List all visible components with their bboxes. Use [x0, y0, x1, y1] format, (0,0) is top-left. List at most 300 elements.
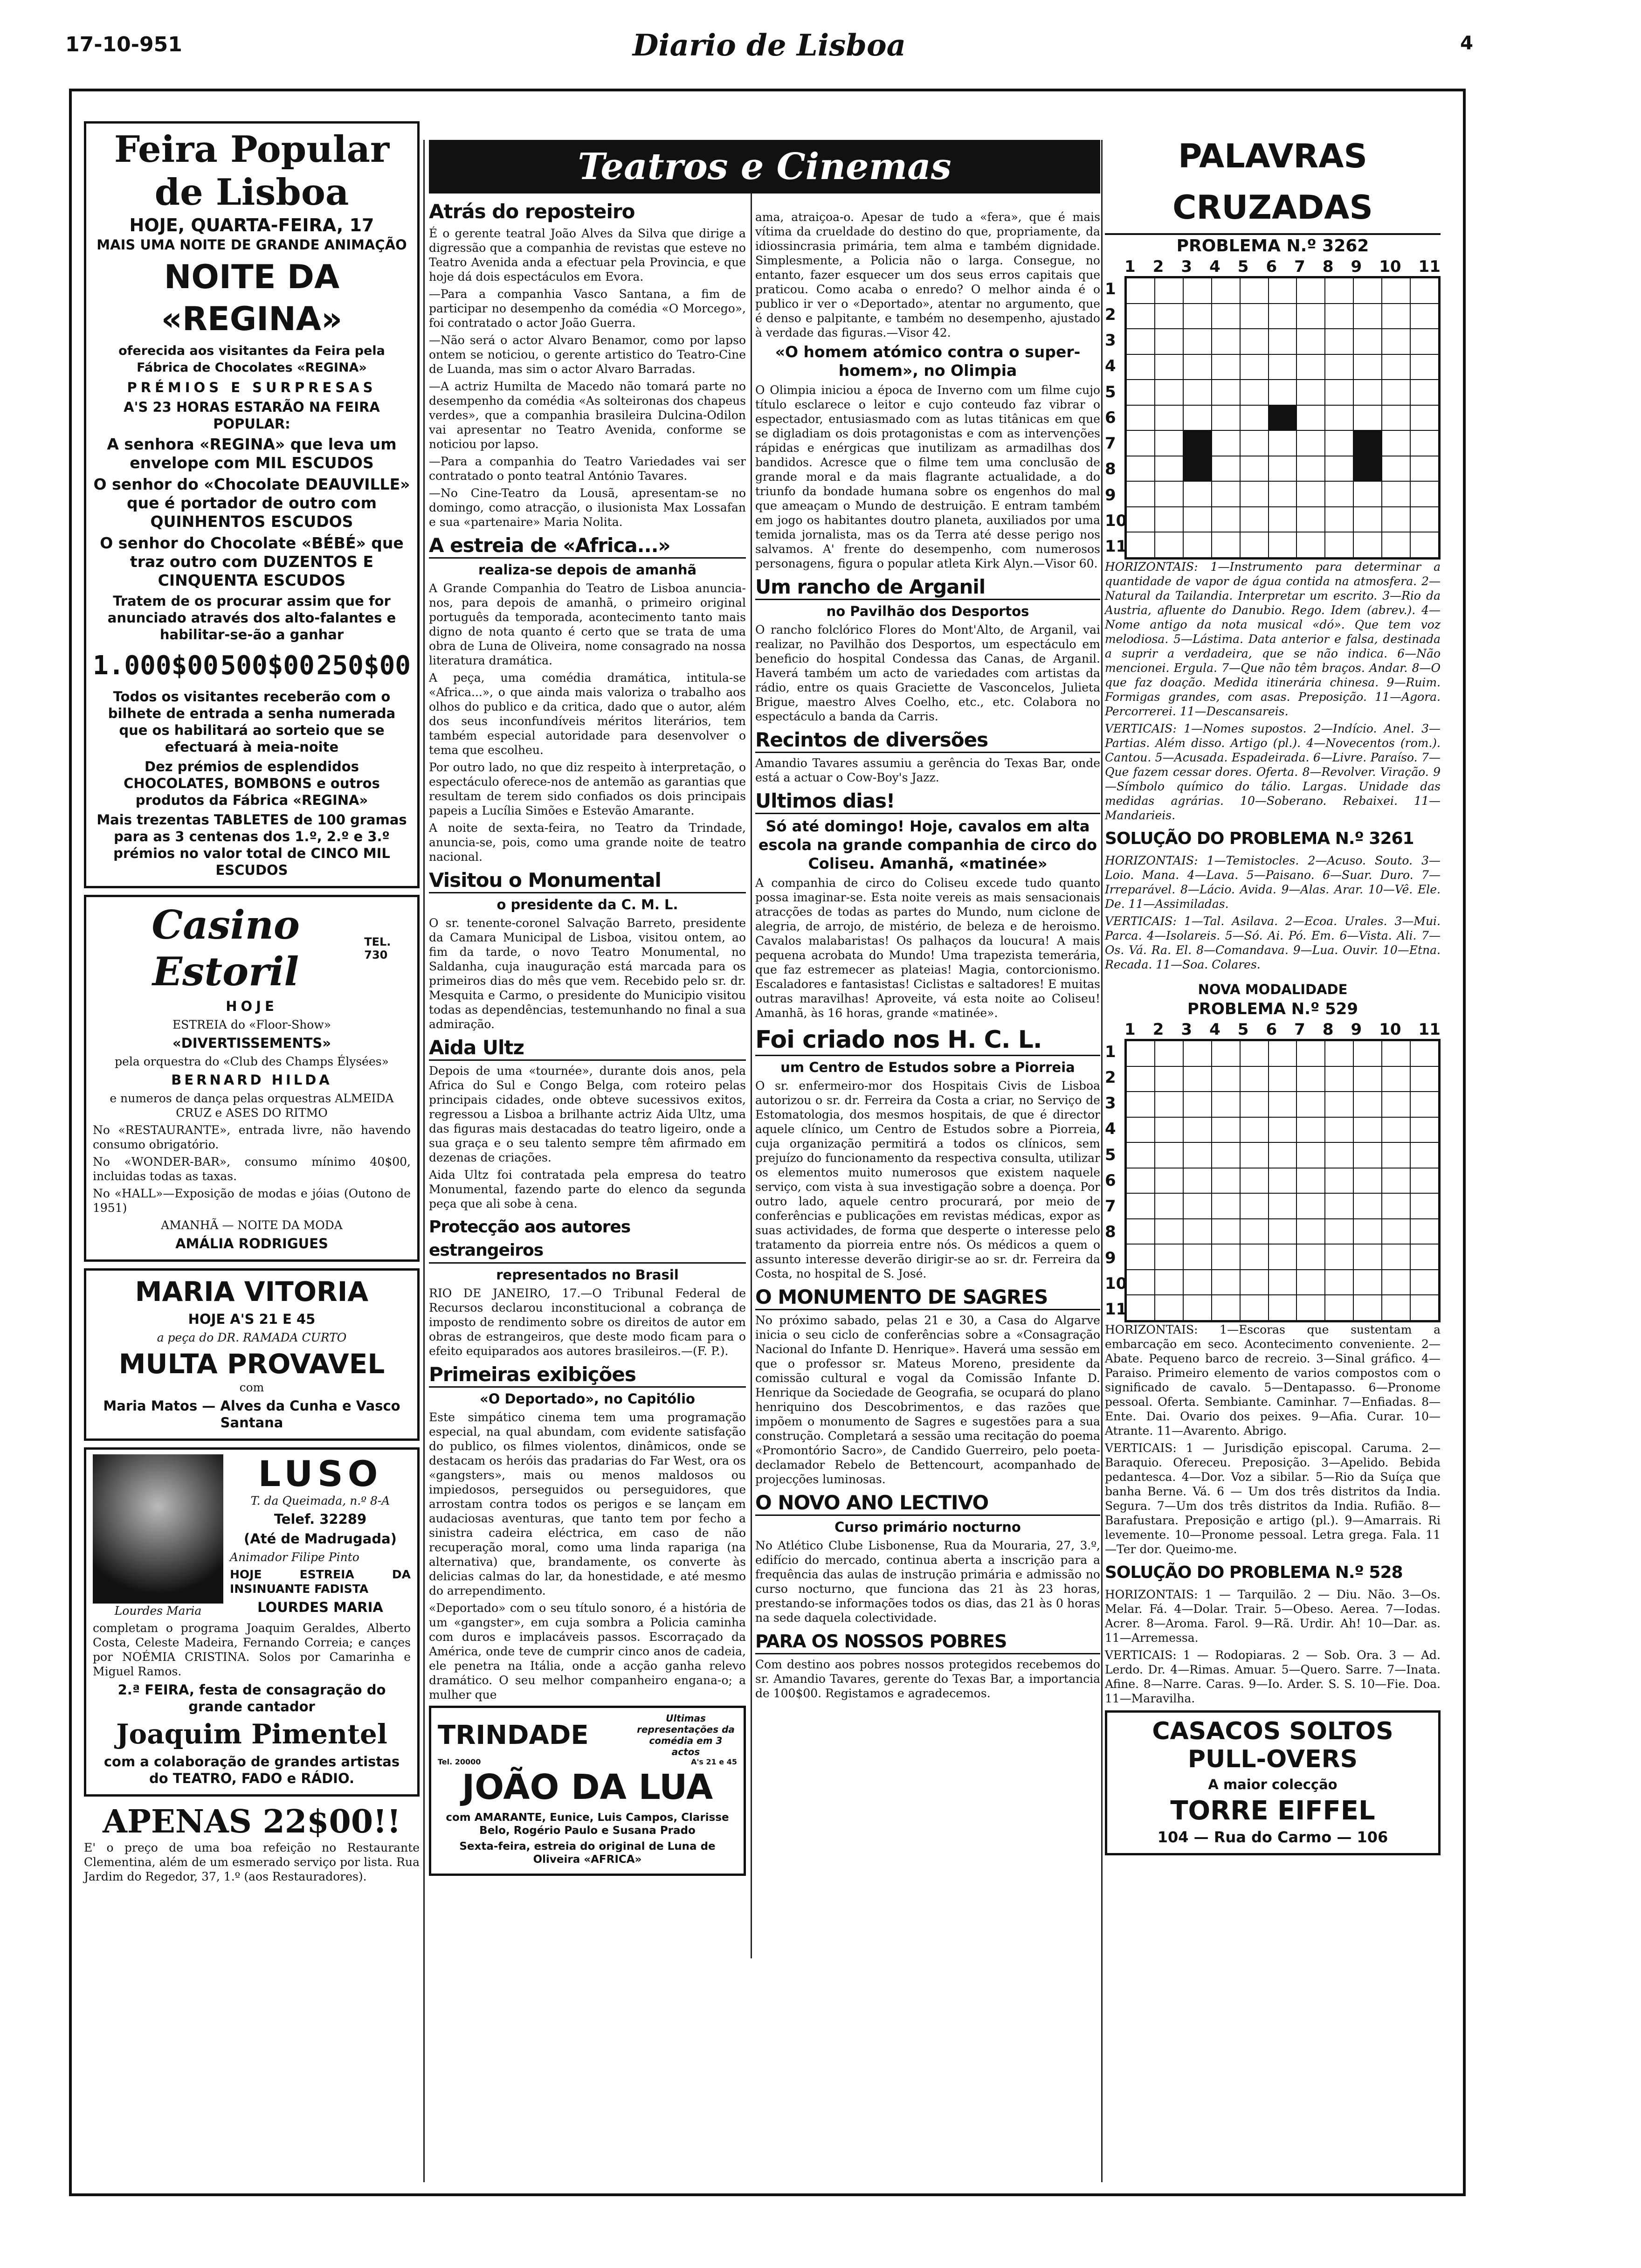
grid-cell — [1410, 481, 1439, 507]
grid-cell — [1382, 1295, 1410, 1321]
grid-cell — [1183, 1092, 1212, 1117]
grid-cell — [1410, 304, 1439, 329]
feira-title: Feira Popular de Lisboa — [114, 128, 390, 214]
luso-l7: com a colaboração de grandes artistas do TEATRO, FADO e RÁDIO. — [103, 1754, 400, 1786]
luso-l3: HOJE ESTREIA DA INSINUANTE FADISTA — [230, 1568, 411, 1596]
grid-cell — [1410, 1041, 1439, 1066]
grid-cell — [1269, 1117, 1297, 1143]
grid-cell — [1325, 1244, 1353, 1270]
column-3 — [755, 93, 1100, 1703]
grid-cell — [1155, 304, 1183, 329]
lourdes-photo — [93, 1454, 223, 1604]
grid-cell — [1296, 430, 1325, 456]
grid-cell — [1353, 1219, 1382, 1245]
grid-cell — [1212, 1295, 1240, 1321]
article-text: Aida Ultz foi contratada pela empresa do teatro Monumental, fazendo parte do elenco da segunda peça que ali sobe à cena. — [429, 1168, 746, 1210]
trindade-play: JOÃO DA LUA — [462, 1767, 713, 1807]
grid-cell — [1325, 380, 1353, 405]
estoril-l1: ESTREIA do «Floor-Show» — [172, 1018, 331, 1031]
grid-cell — [1126, 1142, 1155, 1168]
grid-cell — [1296, 1117, 1325, 1143]
grid-cell — [1410, 1193, 1439, 1219]
grid-cell — [1126, 430, 1155, 456]
grid-cell — [1212, 1193, 1240, 1219]
grid-cell — [1183, 380, 1212, 405]
article-subhead: realiza-se depois de amanhã — [478, 562, 697, 578]
grid-cell — [1382, 1244, 1410, 1270]
grid-cell — [1382, 1142, 1410, 1168]
grid-cell — [1155, 430, 1183, 456]
column-rule — [423, 140, 425, 2182]
grid-cell — [1269, 304, 1297, 329]
grid-cell — [1212, 1270, 1240, 1295]
grid-cell — [1353, 481, 1382, 507]
maria-cast: Maria Matos — Alves da Cunha e Vasco Santana — [103, 1398, 400, 1431]
feira-text-3: O senhor do Chocolate «BÉBÉ» que traz outro com DUZENTOS E CINQUENTA ESCUDOS — [100, 534, 404, 589]
estoril-l10: AMÁLIA RODRIGUES — [175, 1236, 328, 1252]
grid-cell — [1382, 481, 1410, 507]
grid-cell — [1240, 1193, 1269, 1219]
grid-cell — [1410, 1142, 1439, 1168]
article-text: Depois de uma «tournée», durante dois anos, pela Africa do Sul e Congo Belga, com roteiro pelas principais cidades, onde obteve sucessivos exitos, regressou a Lisboa a brilhante actriz Aida Ultz, uma das figuras mais destacadas do teatro ligeiro, onde a sua graça e o seu talento sempre têm afirmado em dezenas de criações. — [429, 1064, 746, 1164]
grid-cell — [1296, 481, 1325, 507]
grid-cell — [1269, 1193, 1297, 1219]
grid-cell — [1126, 354, 1155, 380]
grid-cell — [1269, 456, 1297, 482]
grid-cell — [1410, 456, 1439, 482]
grid-cell — [1183, 304, 1212, 329]
grid-cell — [1269, 1041, 1297, 1066]
photo-caption: Lourdes Maria — [114, 1604, 202, 1618]
grid-cell — [1410, 329, 1439, 354]
grid-cell — [1155, 481, 1183, 507]
grid-cell — [1155, 329, 1183, 354]
grid-row-numbers — [1105, 1039, 1127, 1322]
grid-cell — [1353, 1066, 1382, 1092]
article-headline: Aida Ultz — [429, 1036, 746, 1061]
feira-popular-ad — [84, 121, 420, 888]
grid-cell — [1353, 1117, 1382, 1143]
grid-row-number: 3 — [1105, 331, 1116, 350]
grid-cell — [1126, 329, 1155, 354]
grid-cell — [1296, 1066, 1325, 1092]
feira-text-2: O senhor do «Chocolate DEAUVILLE» que é portador de outro com QUINHENTOS ESCUDOS — [93, 475, 410, 531]
grid-cell — [1382, 430, 1410, 456]
grid-cell — [1296, 278, 1325, 304]
grid-cell — [1155, 1295, 1183, 1321]
grid-cell — [1126, 1295, 1155, 1321]
grid-col-number: 6 — [1266, 257, 1277, 276]
grid-cell — [1353, 1092, 1382, 1117]
grid-cell — [1382, 1193, 1410, 1219]
grid-row-number: 5 — [1105, 1145, 1116, 1164]
grid-row-number: 10 — [1105, 512, 1127, 531]
feira-subtitle: MAIS UMA NOITE DE GRANDE ANIMAÇÃO — [97, 237, 407, 253]
grid-col-number: 11 — [1418, 1020, 1441, 1039]
article-text: —No Cine-Teatro da Lousã, apresentam-se no domingo, como atracção, o ilusionista Max Lossafan e sua «partenaire» Maria Nolita. — [429, 486, 746, 529]
grid-cell — [1240, 405, 1269, 431]
grid-cell — [1183, 1244, 1212, 1270]
grid-cell — [1240, 456, 1269, 482]
grid-cell — [1126, 1092, 1155, 1117]
grid-cell — [1353, 278, 1382, 304]
grid-column-numbers — [1124, 257, 1441, 276]
estoril-l2: «DIVERTISSEMENTS» — [172, 1035, 331, 1051]
grid-cell — [1325, 1219, 1353, 1245]
grid-cell — [1269, 1142, 1297, 1168]
article-text: —A actriz Humilta de Macedo não tomará parte no desempenho da comédia «As solteironas dos chapeus verdes», que a companhia brasileira Dulcina-Odilon vai apresentar no Teatro Avenida, conforme se noticiou por lapso. — [429, 380, 746, 451]
casacos-l3: A maior colecção — [1208, 1777, 1338, 1792]
grid-cell — [1155, 1193, 1183, 1219]
article-subhead: no Pavilhão dos Desportos — [826, 603, 1029, 619]
grid-cell — [1126, 532, 1155, 558]
teatros-banner: Teatros e Cinemas — [429, 140, 1100, 194]
grid-cell — [1382, 380, 1410, 405]
grid-col-number: 7 — [1294, 257, 1305, 276]
grid-cell — [1353, 1041, 1382, 1066]
grid-cell — [1240, 1295, 1269, 1321]
grid-cell — [1183, 481, 1212, 507]
article-text: —Não será o actor Alvaro Benamor, como por lapso ontem se noticiou, o gerente artistico do Teatro-Cine de Luanda, mas sim o actor Alvaro Barradas. — [429, 333, 746, 376]
grid-cell — [1325, 430, 1353, 456]
grid-row-numbers — [1105, 276, 1127, 560]
grid-cell — [1353, 380, 1382, 405]
apenas-ad — [84, 1803, 420, 1884]
article-text: Este simpático cinema tem uma programação especial, na qual abundam, com evidente satisfação do publico, os filmes violentos, dinâmicos, onde se destacam os heróis das pradarias do Far West, ora os «gangsters», mais ou menos maldosos ou impiedosos, perseguidos ou perseguidores, que arrostam contra todos os perigos e se lançam em audaciosas aventuras, que tanto tem por fecho a sinistra cadeira eléctrica, em caso de não recuperação moral, como uma linda rapariga (na alternativa) que, brandamente, os converte às delicias calmas do lar, da honestidade, e até mesmo do arrependimento. — [429, 1411, 746, 1597]
solution-vertical: VERTICAIS: 1—Tal. Asilava. 2—Ecoa. Urales. 3—Mui. Parca. 4—Isolareis. 5—Só. Ai. Pó. Em. 6—Vista. Ali. 7—Os. Vá. Ra. El. 8—Comandava. 9—Lua. Ouvir. 10—Etna. Recada. 11—Soa. Colares. — [1105, 914, 1441, 971]
grid-cell — [1296, 1295, 1325, 1321]
grid-cell — [1126, 380, 1155, 405]
grid-cell — [1183, 1295, 1212, 1321]
article-subhead: representados no Brasil — [496, 1267, 679, 1283]
estoril-l6: No «RESTAURANTE», entrada livre, não havendo consumo obrigatório. — [93, 1123, 411, 1151]
solution-title: SOLUÇÃO DO PROBLEMA N.º 528 — [1105, 1563, 1403, 1582]
grid-col-number: 1 — [1124, 1020, 1136, 1039]
grid-row-number: 1 — [1105, 279, 1116, 298]
grid-cell — [1353, 1244, 1382, 1270]
grid-cell — [1382, 532, 1410, 558]
article-headline: O MONUMENTO DE SAGRES — [755, 1286, 1100, 1310]
grid-cell — [1155, 278, 1183, 304]
grid-cell — [1240, 1219, 1269, 1245]
article-headline: A estreia de «Africa...» — [429, 534, 746, 559]
article-text: O rancho folclórico Flores do Mont'Alto, de Arganil, vai realizar, no Pavilhão dos Desportos, um espectáculo em beneficio do hospital Condessa das Canas, de Arganil. Haverá também um acto de variedades com artistas da rádio, entre os quais Graciette de Vasconcelos, Julieta Brigue, maestro Alves Coelho, etc., etc. Colabora no espectáculo a banda da Carris. — [755, 623, 1100, 723]
grid-column-numbers — [1124, 1020, 1441, 1039]
grid-cell — [1353, 1270, 1382, 1295]
grid-row-number: 9 — [1105, 1248, 1116, 1267]
column-rule — [751, 140, 752, 1958]
article-subhead: Só até domingo! Hoje, cavalos em alta escola na grande companhia de circo do Coliseu. Amanhã, «matinée» — [758, 817, 1097, 872]
page-number: 4 — [1460, 33, 1473, 54]
casacos-l1: CASACOS SOLTOS — [1152, 1717, 1393, 1745]
grid-cell — [1325, 354, 1353, 380]
grid-col-number: 1 — [1124, 257, 1136, 276]
feira-hora: A'S 23 HORAS ESTARÃO NA FEIRA POPULAR: — [124, 399, 380, 432]
grid-cell — [1296, 1193, 1325, 1219]
casacos-l4: TORRE EIFFEL — [1170, 1796, 1375, 1826]
grid-col-number: 4 — [1209, 1020, 1220, 1039]
casino-estoril-ad — [84, 895, 420, 1262]
article-text: A companhia de circo do Coliseu excede tudo quanto possa imaginar-se. Esta noite vereis as mais sensacionais atracções de todas as partes do Mundo, num ciclone de alegria, de arrojo, de mistério, de beleza e de heroismo. Cavalos malabaristas! Os palhaços da loucura! A mais pequena acrobata do Mundo! Uma trapezista temerária, que faz estremecer as plateias! Magia, contorcionismo. Escaladores e fantasistas! Ciclistas e saltadores! E muitas outras maravilhas! Aproveite, vá esta noite ao Coliseu! Amanhã, às 16 horas, grande «matinée». — [755, 876, 1100, 1020]
grid-cell — [1126, 304, 1155, 329]
grid-cell — [1296, 456, 1325, 482]
maria-l1: HOJE A'S 21 E 45 — [188, 1311, 316, 1327]
grid-cell — [1410, 1066, 1439, 1092]
article-text: O sr. enfermeiro-mor dos Hospitais Civis de Lisboa autorizou o sr. dr. Ferreira da Costa a criar, no Serviço de Estomatologia, dos mesmos hospitais, de que é director aquele clínico, um Centro de Estudos sobre a Piorreia, cuja organização permitirá a todos os clínicos, sem prejuízo do funcionamento da respectiva consulta, utilizar os elementos muito numerosos que existem naquele serviço, com vista à sua investigação sobre a doença. Por outro lado, aquele centro procurará, por meio de conferências e publicações em revistas médicas, expor as suas actividades, de forma que desperte o interesse pelo tratamento da piorreia entre nós. Os médicos a quem o assunto interesse deverão dirigir-se ao sr. dr. Ferreira da Costa, no hospital de S. José. — [755, 1079, 1100, 1280]
grid-cell — [1212, 1117, 1240, 1143]
grid-cell — [1183, 405, 1212, 431]
estoril-tel: TEL. 730 — [364, 935, 391, 961]
article-headline: Foi criado nos H. C. L. — [755, 1025, 1100, 1056]
grid-cell — [1240, 278, 1269, 304]
grid-cell — [1296, 354, 1325, 380]
grid-cell — [1325, 456, 1353, 482]
feira-offer: oferecida aos visitantes da Feira pela Fábrica de Chocolates «REGINA» — [118, 344, 385, 375]
grid-row-number: 8 — [1105, 460, 1116, 479]
grid-cell — [1240, 430, 1269, 456]
grid-col-number: 9 — [1351, 257, 1362, 276]
masthead: Diario de Lisboa — [632, 28, 906, 63]
grid-col-number: 9 — [1351, 1020, 1362, 1039]
solution-horizontal: HORIZONTAIS: 1—Temistocles. 2—Acuso. Souto. 3—Loio. Mana. 4—Lava. 5—Paisano. 6—Suar. Duro. 7—Irreparável. 8—Lácio. Avida. 9—Alas. Arar. 10—Vê. Ele. De. 11—Assimiladas. — [1105, 854, 1441, 911]
grid-cell — [1155, 1066, 1183, 1092]
casacos-l2: PULL-OVERS — [1187, 1745, 1358, 1773]
grid-cell — [1410, 278, 1439, 304]
grid-cell — [1325, 278, 1353, 304]
grid-row-number: 1 — [1105, 1042, 1116, 1061]
grid-cell — [1183, 1193, 1212, 1219]
article-text: ama, atraiçoa-o. Apesar de tudo a «fera», que é mais vítima da crueldade do destino do que, propriamente, da idiossincrasia primária, tem alma e também dignidade. Simplesmente, a Policia não o larga. Consegue, no entanto, fazer esquecer um dos seus erros capitais que praticou. Como acaba o enredo? O melhor ainda é o publico ir ver o «Deportado», atentar no argumento, que é denso e palpitante, e também no desempenho, ajustado à verdade das figuras.—Visor 42. — [755, 210, 1100, 339]
clues-horizontal: HORIZONTAIS: 1—Instrumento para determinar a quantidade de vapor de água contida na atmosfera. 2—Natural da Tailandia. Interpretar um escrito. 3—Rio da Austria, afluente do Danubio. Rego. Idem (abrev.). 4—Nome antigo da nota musical «dó». Que tem voz melodiosa. 5—Lástima. Data anterior e falsa, destinada a suprir a verdadeira, que se não indica. 6—Não mencionei. Ergula. 7—Que não têm braços. Andar. 8—O que faz doação. Medida itinerária chinesa. 9—Ruim. Formigas grandes, com asas. Preposição. 11—Agora. Percorrerei. 11—Descansareis. — [1105, 560, 1441, 718]
grid-cell — [1296, 405, 1325, 431]
trindade-l1: Ultimas representações da comédia em 3 actos — [637, 1713, 735, 1757]
grid-cell — [1240, 507, 1269, 532]
grid-cell — [1269, 1066, 1297, 1092]
luso-title: LUSO — [258, 1453, 383, 1494]
casacos-ad — [1105, 1710, 1441, 1855]
grid-cell — [1212, 380, 1240, 405]
grid-cell — [1183, 1270, 1212, 1295]
grid-cell — [1155, 405, 1183, 431]
grid-row-number: 10 — [1105, 1274, 1127, 1293]
article-headline: Um rancho de Arganil — [755, 575, 1100, 600]
grid-cell — [1212, 405, 1240, 431]
feira-prizes — [93, 650, 411, 681]
grid-cell — [1183, 1219, 1212, 1245]
grid-cell — [1410, 507, 1439, 532]
grid-cell — [1240, 481, 1269, 507]
grid-cell — [1410, 1244, 1439, 1270]
grid-cell — [1296, 1092, 1325, 1117]
grid-cell — [1325, 507, 1353, 532]
grid-cell — [1296, 1244, 1325, 1270]
estoril-hoje: HOJE — [226, 998, 278, 1014]
grid-cell — [1240, 380, 1269, 405]
grid-row-number: 2 — [1105, 305, 1116, 324]
article-headline: Visitou o Monumental — [429, 869, 746, 893]
grid-cell — [1126, 1117, 1155, 1143]
luso-addr: T. da Queimada, n.º 8-A — [250, 1494, 390, 1507]
feira-text-1: A senhora «REGINA» que leva um envelope com MIL ESCUDOS — [107, 435, 397, 472]
article-headline: Primeiras exibições — [429, 1363, 746, 1388]
grid-row-number: 8 — [1105, 1223, 1116, 1242]
grid-cell — [1240, 1168, 1269, 1194]
estoril-l5: e numeros de dança pelas orquestras ALMEIDA CRUZ e ASES DO RITMO — [110, 1092, 394, 1120]
grid-cell — [1296, 1041, 1325, 1066]
grid-cell — [1382, 507, 1410, 532]
grid-cell — [1183, 430, 1212, 456]
clues-vertical: VERTICAIS: 1 — Jurisdição episcopal. Caruma. 2—Baraquio. Ofereceu. Preposição. 3—Apelido. Bebida pedantesca. 4—Dor. Voz a sibilar. 5—Rio da Suíça que banha Berne. Vá. 6 — Um dos três distritos da India. Segura. 7—Um dos três distritos da India. Rufião. 8—Barafustara. Preposição e artigo (pl.). 9—Amarrais. Ri levemente. 10—Pronome pessoal. Letra grega. Fala. 11—Ter dor. Queimo-me. — [1105, 1441, 1441, 1556]
clues-horizontal: HORIZONTAIS: 1—Escoras que sustentam a embarcação em seco. Acontecimento conveniente. 2—Abate. Pequeno barco de recreio. 3—Sinal gráfico. 4—Paraiso. Primeiro elemento de varios compostos com o significado de cavalo. 5—Dentapasso. 6—Pronome pessoal. Oferta. Sembiante. Caminhar. 7—Enfiadas. 8—Ente. Dai. Ovario dos peixes. 9—Afia. Curar. 10—Atrante. 11—Avarento. Abrigo. — [1105, 1323, 1441, 1438]
grid-cell — [1382, 278, 1410, 304]
grid-cell — [1126, 278, 1155, 304]
grid-cell — [1296, 380, 1325, 405]
article-text: «Deportado» com o seu título sonoro, é a história de um «gangster», em cuja sombra a Policia caminha com duros e implacáveis passos. Escorraçado da América, onde teve de cumprir cinco anos de cadeia, ele penetra na Itália, onde a acção ganha relevo dramático. O seu melhor companheiro engana-o; a mulher que — [429, 1601, 746, 1701]
grid-cell — [1212, 1092, 1240, 1117]
grid-col-number: 11 — [1418, 257, 1441, 276]
grid-cell — [1382, 329, 1410, 354]
grid-cell — [1325, 481, 1353, 507]
casacos-l5: 104 — Rua do Carmo — 106 — [1157, 1828, 1388, 1846]
grid-cell — [1183, 1168, 1212, 1194]
trindade-l2: com AMARANTE, Eunice, Luis Campos, Clarisse Belo, Rogério Paulo e Susana Prado — [446, 1812, 729, 1837]
grid-cell — [1269, 1295, 1297, 1321]
trindade-title: TRINDADE — [438, 1720, 589, 1750]
grid-cell — [1269, 1219, 1297, 1245]
grid-cell — [1126, 456, 1155, 482]
feira-text-5: Todos os visitantes receberão com o bilhete de entrada a senha numerada que os habilitará ao sorteio que se efectuará à meia-noite — [108, 689, 396, 755]
grid-cell — [1183, 1142, 1212, 1168]
luso-l4: LOURDES MARIA — [257, 1599, 383, 1615]
grid-cell — [1382, 304, 1410, 329]
estoril-l7: No «WONDER-BAR», consumo mínimo 40$00, incluidas todas as taxas. — [93, 1155, 411, 1183]
grid-col-number: 4 — [1209, 257, 1220, 276]
article-subhead: um Centro de Estudos sobre a Piorreia — [780, 1059, 1075, 1075]
grid-cell — [1240, 1092, 1269, 1117]
grid-cell — [1126, 1193, 1155, 1219]
feira-text-4: Tratem de os procurar assim que for anunciado através dos alto-falantes e habilitar-se-ão a ganhar — [107, 593, 396, 643]
grid-cell — [1240, 1244, 1269, 1270]
grid-cell — [1325, 1066, 1353, 1092]
grid-row-number: 7 — [1105, 1197, 1116, 1216]
grid-cell — [1353, 1295, 1382, 1321]
article-text: A Grande Companhia do Teatro de Lisboa anuncia-nos, para depois de amanhã, o primeiro original português da temporada, acontecimento tanto mais digno de nota quanto é certo que se trata de uma obra de Luna de Oliveira, nome consagrado na nossa literatura dramática. — [429, 581, 746, 667]
grid-cell — [1353, 532, 1382, 558]
grid-col-number: 5 — [1237, 257, 1249, 276]
grid-cell — [1353, 507, 1382, 532]
grid-cell — [1325, 1092, 1353, 1117]
grid-cell — [1212, 278, 1240, 304]
grid-cell — [1296, 1142, 1325, 1168]
apenas-text: E' o preço de uma boa refeição no Restaurante Clementina, além de um esmerado serviço por lista. Rua Jardim do Regedor, 37, 1.º (aos Restauradores). — [84, 1841, 420, 1883]
grid-row-number: 5 — [1105, 382, 1116, 401]
grid-cell — [1353, 1193, 1382, 1219]
grid-cell — [1269, 1270, 1297, 1295]
maria-title: MARIA VITORIA — [135, 1276, 369, 1307]
article-text: Com destino aos pobres nossos protegidos recebemos do sr. Amandio Tavares, gerente do Texas Bar, a importancia de 100$00. Registamos e agradecemos. — [755, 1658, 1100, 1700]
solution-title: SOLUÇÃO DO PROBLEMA N.º 3261 — [1105, 829, 1414, 848]
grid-cell — [1382, 1168, 1410, 1194]
grid-cell — [1212, 1142, 1240, 1168]
grid-cell — [1410, 405, 1439, 431]
estoril-l4: BERNARD HILDA — [171, 1072, 332, 1088]
grid-cell — [1410, 1168, 1439, 1194]
grid-cell — [1240, 1041, 1269, 1066]
grid-cell — [1353, 405, 1382, 431]
grid-cell — [1155, 1142, 1183, 1168]
grid-cell — [1155, 532, 1183, 558]
page-header — [65, 28, 1473, 75]
grid-cell — [1296, 507, 1325, 532]
solution-vertical: VERTICAIS: 1 — Rodopiaras. 2 — Sob. Ora. 3 — Ad. Lerdo. Dr. 4—Rimas. Amuar. 5—Quero. Sarre. 7—Inata. Afine. 8—Narre. Caras. 9—Io. Arder. S. S. 10—Fie. Doa. 11—Maravilha. — [1105, 1648, 1441, 1705]
grid-cell — [1296, 532, 1325, 558]
prize-2: 500$00 — [220, 650, 315, 681]
article-subhead: Curso primário nocturno — [834, 1519, 1021, 1535]
grid-cell — [1155, 1219, 1183, 1245]
grid-cell — [1269, 1168, 1297, 1194]
grid-cell — [1269, 430, 1297, 456]
grid-cell — [1410, 1219, 1439, 1245]
article-headline: Recintos de diversões — [755, 728, 1100, 753]
article-text: O sr. tenente-coronel Salvação Barreto, presidente da Camara Municipal de Lisboa, visitou ontem, ao fim da tarde, o novo Teatro Monumental, no Saldanha, cuja inauguração está marcada para os primeiros dias do mês que vem. Recebido pelo sr. dr. Mesquita e Carmo, o presidente do Municipio visitou todas as dependências, testemunhando no final a sua admiração. — [429, 916, 746, 1031]
grid-cell — [1183, 507, 1212, 532]
grid-cell — [1353, 456, 1382, 482]
grid-cell — [1382, 1066, 1410, 1092]
grid-cell — [1155, 1041, 1183, 1066]
grid-cell — [1325, 1193, 1353, 1219]
grid-cell — [1212, 532, 1240, 558]
grid-cell — [1269, 380, 1297, 405]
estoril-l3: pela orquestra do «Club des Champs Élysées» — [115, 1055, 389, 1068]
crossword-grid-529 — [1124, 1039, 1441, 1322]
grid-col-number: 5 — [1237, 1020, 1249, 1039]
grid-cell — [1410, 1270, 1439, 1295]
grid-row-number: 9 — [1105, 485, 1116, 505]
grid-cell — [1183, 354, 1212, 380]
column-rule — [1101, 140, 1103, 2182]
grid-row-number: 2 — [1105, 1068, 1116, 1087]
grid-cell — [1325, 405, 1353, 431]
article-text: O Olimpia iniciou a época de Inverno com um filme cujo título esclarece o leitor e cujo conteudo faz vibrar o espectador, entusiasmado com as lutas titânicas em que se digladiam os dois protagonistas e com as intervenções rápidas e enérgicas que inutilizam as armadilhas dos bandidos. Acresce que o filme tem uma conclusão de grande moral e da mais flagrante actualidade, a do triunfo da bondade humana sobre os engenhos do mal que ameaçam o Mundo de destruição. E entram também em jogo os habitantes doutro planeta, auxiliados por uma temida jornalista, mas os da Terra até desse perigo nos salvamos. A' frente do desempenho, com numerosos personagens, figura o popular atleta Kirk Alyn.—Visor 60. — [755, 383, 1100, 570]
crossword-grid-3262 — [1124, 276, 1441, 560]
clues-vertical: VERTICAIS: 1—Nomes supostos. 2—Indício. Anel. 3—Partias. Além disso. Artigo (pl.). 4—Novecentos (rom.). Cantou. 5—Acusada. Espadeirada. 6—Livre. Paraíso. 7—Que fazem cessar dores. Oferta. 8—Revolver. Viração. 9—Símbolo químico do tálio. Largas. Unidade das medidas agrárias. 10—Soberano. Rebaixei. 11—Mandarieis. — [1105, 722, 1441, 822]
article-text: —Para a companhia do Teatro Variedades vai ser contratado o ponto teatral António Tavares. — [429, 455, 746, 483]
grid-cell — [1353, 1142, 1382, 1168]
grid-cell — [1296, 1219, 1325, 1245]
grid-col-number: 6 — [1266, 1020, 1277, 1039]
article-text: Amandio Tavares assumiu a gerência do Texas Bar, onde está a actuar o Cow-Boy's Jazz. — [755, 756, 1100, 784]
grid-cell — [1126, 405, 1155, 431]
grid-cell — [1155, 380, 1183, 405]
grid-cell — [1155, 1092, 1183, 1117]
grid-cell — [1325, 1168, 1353, 1194]
article-text: RIO DE JANEIRO, 17.—O Tribunal Federal de Recursos declarou inconstitucional a cobrança de imposto de rendimento sobre os direitos de autor em obras de estrangeiros, que deste modo ficam para o efeito equiparados aos autores brasileiros.—(F. P.). — [429, 1286, 746, 1358]
grid-col-number: 8 — [1322, 257, 1334, 276]
column-4 — [1105, 93, 1441, 1862]
grid-cell — [1155, 354, 1183, 380]
grid-cell — [1240, 304, 1269, 329]
grid-cell — [1155, 456, 1183, 482]
grid-cell — [1325, 1142, 1353, 1168]
luso-tel: Telef. 32289 — [274, 1511, 367, 1527]
grid-col-number: 3 — [1181, 257, 1193, 276]
grid-cell — [1382, 456, 1410, 482]
grid-row-number: 7 — [1105, 434, 1116, 453]
grid-cell — [1212, 1041, 1240, 1066]
grid-cell — [1212, 1168, 1240, 1194]
maria-l2: a peça do DR. RAMADA CURTO — [157, 1331, 347, 1344]
grid-cell — [1212, 430, 1240, 456]
